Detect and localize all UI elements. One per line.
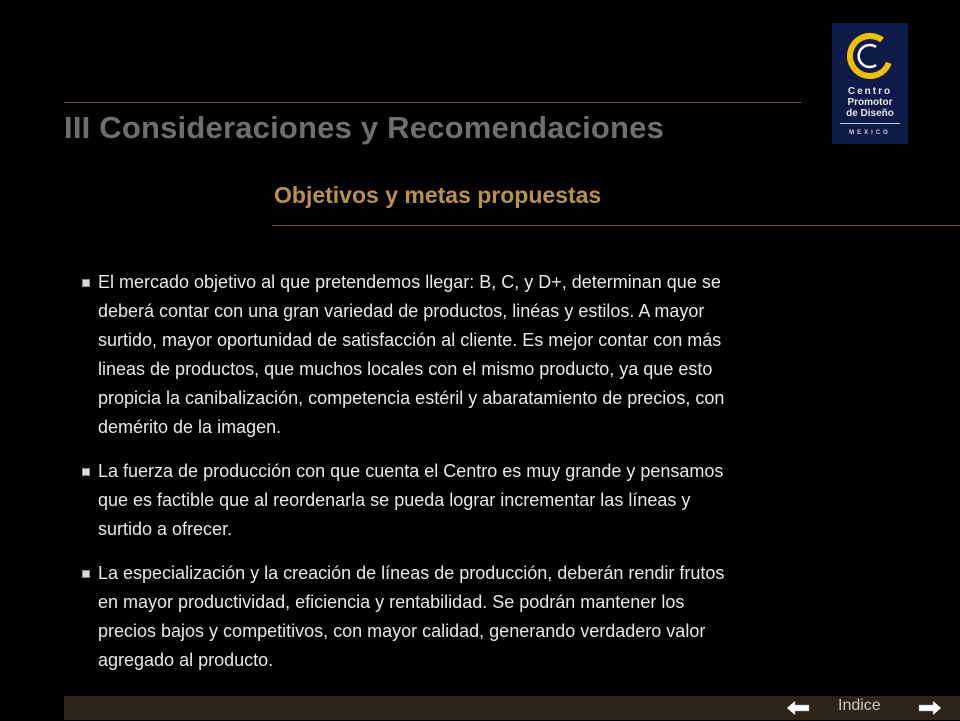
arrow-left-icon bbox=[786, 700, 810, 716]
section-subtitle: Objetivos y metas propuestas bbox=[274, 182, 602, 208]
index-link[interactable]: Indice bbox=[838, 697, 881, 714]
next-slide-button[interactable] bbox=[918, 700, 942, 716]
bullet-line: La fuerza de producción con que cuenta el Centro es muy grande y pensamos bbox=[98, 461, 724, 481]
logo-divider bbox=[840, 123, 900, 124]
bullet-text bbox=[98, 559, 858, 675]
logo-line-diseno: de Diseño bbox=[846, 108, 894, 119]
bullet-line: El mercado objetivo al que pretendemos llegar: B, C, y D+, determinan que se bbox=[98, 272, 721, 292]
subtitle-rule bbox=[272, 225, 960, 226]
footer-bar bbox=[64, 696, 960, 720]
previous-slide-button[interactable] bbox=[786, 700, 810, 716]
bullet-line: agregado al producto. bbox=[98, 650, 274, 670]
bullet-line: La especialización y la creación de líneas de producción, deberán rendir frutos bbox=[98, 563, 725, 583]
bullet-line: propicia la canibalización, competencia estéril y abaratamiento de precios, con bbox=[98, 388, 725, 408]
bullet-line: deberá contar con una gran variedad de productos, linéas y estilos. A mayor bbox=[98, 301, 705, 321]
square-bullet-icon bbox=[82, 468, 90, 476]
bullet-line: que es factible que al reordenarla se pueda lograr incrementar las líneas y bbox=[98, 490, 691, 510]
slide-title: III Consideraciones y Recomendaciones bbox=[64, 110, 665, 145]
bullet-line: precios bajos y competitivos, con mayor calidad, generando verdadero valor bbox=[98, 621, 706, 641]
bullet-line: lineas de productos, que muchos locales con el mismo producto, ya que esto bbox=[98, 359, 713, 379]
bullet-line: en mayor productividad, eficiencia y rentabilidad. Se podrán mantener los bbox=[98, 592, 685, 612]
bullet-line: demérito de la imagen. bbox=[98, 417, 282, 437]
square-bullet-icon bbox=[82, 570, 90, 578]
bullet-text bbox=[98, 268, 858, 442]
bullet-line: surtido, mayor oportunidad de satisfacción al cliente. Es mejor contar con más bbox=[98, 330, 722, 350]
logo-line-centro: Centro bbox=[847, 86, 893, 97]
logo-country: MEXICO bbox=[849, 130, 891, 136]
square-bullet-icon bbox=[82, 279, 90, 287]
logo-ring-icon bbox=[838, 27, 902, 87]
arrow-right-icon bbox=[918, 700, 942, 716]
bullet-text bbox=[98, 457, 858, 544]
title-rule bbox=[64, 102, 801, 103]
logo bbox=[832, 23, 908, 144]
logo-line-promotor: Promotor bbox=[847, 97, 893, 108]
bullet-line: surtido a ofrecer. bbox=[98, 519, 233, 539]
